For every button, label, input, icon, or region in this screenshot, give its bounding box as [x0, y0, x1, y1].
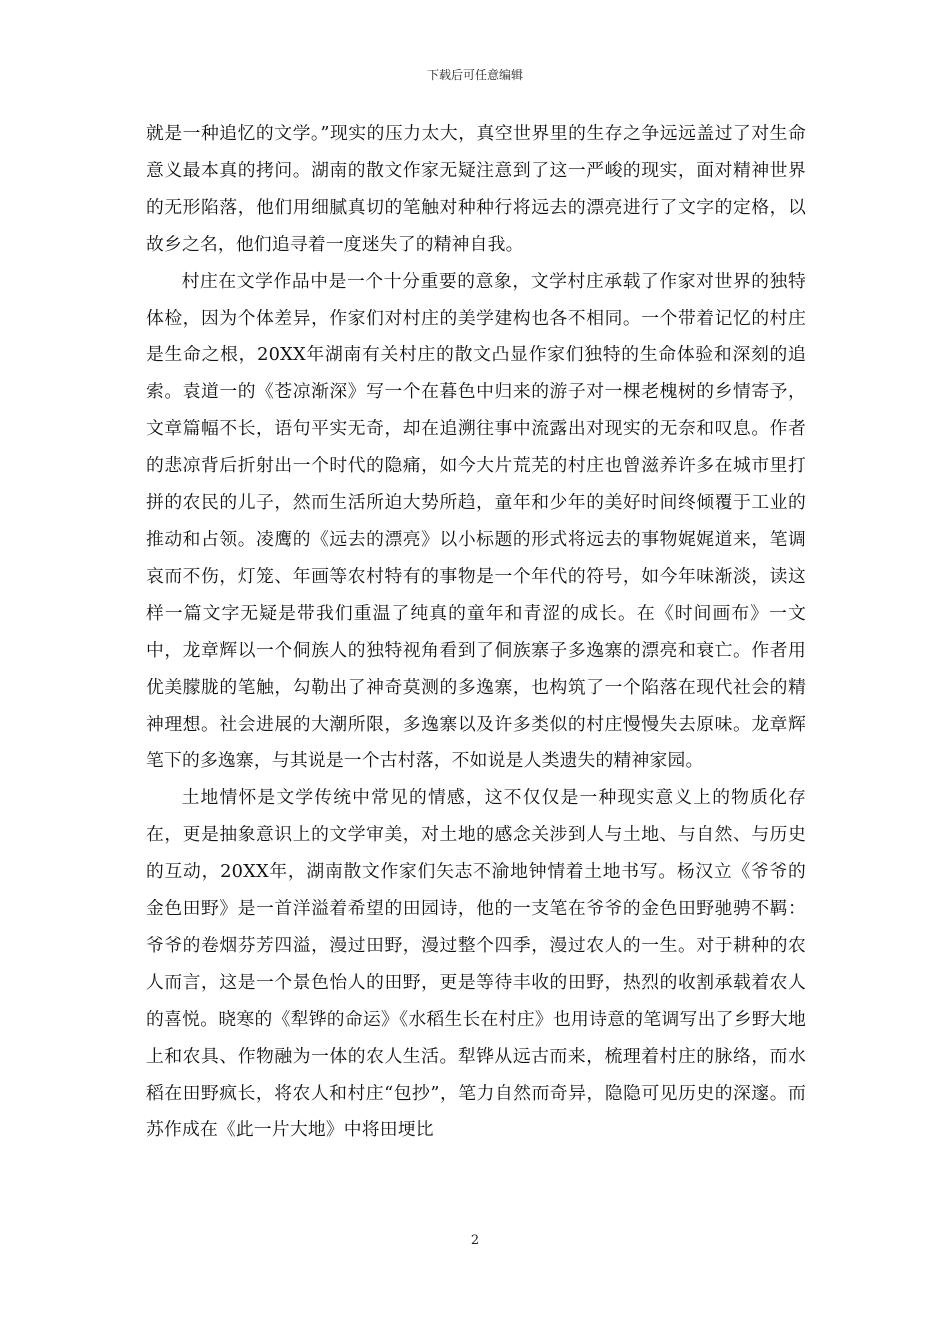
document-body — [146, 116, 806, 1149]
body-paragraph-3: 土地情怀是文学传统中常见的情感，这不仅仅是一种现实意义上的物质化存在，更是抽象意识上的文学审美，对土地的感念关涉到人与土地、与自然、与历史的互动，20XX年，湖南散文作家们矢志不渝地钟情着土地书写。杨汉立《爷爷的金色田野》是一首洋溢着希望的田园诗，他的一支笔在爷爷的金色田野驰骋不羁：爷爷的卷烟芬芳四溢，漫过田野，漫过整个四季，漫过农人的一生。对于耕种的农人而言，这是一个景色怡人的田野，更是等待丰收的田野，热烈的收割承载着农人的喜悦。晓寒的《犁铧的命运》《水稻生长在村庄》也用诗意的笔调写出了乡野大地上和农具、作物融为一体的农人生活。犁铧从远古而来，梳理着村庄的脉络，而水稻在田野疯长，将农人和村庄“包抄”，笔力自然而奇异，隐隐可见历史的深邃。而苏作成在《此一片大地》中将田埂比 — [146, 787, 806, 1141]
body-paragraph-1: 就是一种追忆的文学。”现实的压力太大，真空世界里的生存之争远远盖过了对生命意义最本真的拷问。湖南的散文作家无疑注意到了这一严峻的现实，面对精神世界的无形陷落，他们用细腻真切的笔触对种种行将远去的漂亮进行了文字的定格，以故乡之名，他们追寻着一度迷失了的精神自我。 — [146, 123, 806, 255]
body-paragraph-2: 村庄在文学作品中是一个十分重要的意象，文学村庄承载了作家对世界的独特体检，因为个体差异，作家们对村庄的美学建构也各不相同。一个带着记忆的村庄是生命之根，20XX年湖南有关村庄的散文凸显作家们独特的生命体验和深刻的追索。袁道一的《苍凉渐深》写一个在暮色中归来的游子对一棵老槐树的乡情寄予，文章篇幅不长，语句平实无奇，却在追溯往事中流露出对现实的无奈和叹息。作者的悲凉背后折射出一个时代的隐痛，如今大片荒芜的村庄也曾滋养许多在城市里打拼的农民的儿子，然而生活所迫大势所趋，童年和少年的美好时间终倾覆于工业的推动和占领。凌鹰的《远去的漂亮》以小标题的形式将远去的事物娓娓道来，笔调哀而不伤，灯笼、年画等农村特有的事物是一个年代的符号，如今年味渐淡，读这样一篇文字无疑是带我们重温了纯真的童年和青涩的成长。在《时间画布》一文中，龙章辉以一个侗族人的独特视角看到了侗族寨子多逸寨的漂亮和衰亡。作者用优美朦胧的笔触，勾勒出了神奇莫测的多逸寨，也构筑了一个陷落在现代社会的精神理想。社会进展的大潮所限，多逸寨以及许多类似的村庄慢慢失去原味。龙章辉笔下的多逸寨，与其说是一个古村落，不如说是人类遗失的精神家园。 — [146, 270, 806, 772]
page-header-note: 下载后可任意编辑 — [426, 68, 523, 82]
page-number: 2 — [470, 1233, 480, 1248]
